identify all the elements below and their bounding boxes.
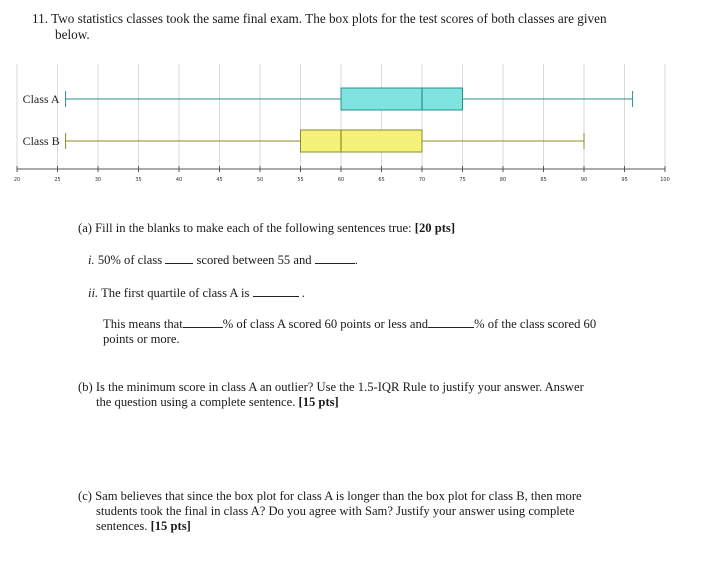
blank-first-quartile[interactable] <box>253 286 299 297</box>
box-plot-chart <box>0 60 718 190</box>
box <box>341 88 463 110</box>
series-label: Class B <box>22 134 60 148</box>
x-tick-label: 75 <box>459 177 466 183</box>
question-line-1: Two statistics classes took the same final exam. The box plots for the test scores of both classes are given <box>51 11 607 26</box>
question-number: 11. <box>32 11 48 26</box>
x-tick-label: 45 <box>216 177 223 183</box>
x-tick-label: 35 <box>135 177 142 183</box>
x-tick-label: 70 <box>418 177 426 183</box>
part-a-text: (a) Fill in the blanks to make each of the following sentences true: <box>78 221 412 235</box>
x-tick-label: 30 <box>94 177 102 183</box>
blank-score[interactable] <box>315 253 355 264</box>
x-tick-label: 100 <box>660 177 670 183</box>
item-i-label: i. <box>88 253 95 267</box>
part-c-line-1: (c) Sam believes that since the box plot for class A is longer than the box plot for class B, then more <box>78 489 582 503</box>
part-b-prompt <box>78 380 658 410</box>
x-tick-label: 80 <box>499 177 507 183</box>
question-line-2: below. <box>55 27 90 42</box>
part-c-line-3: sentences. <box>96 519 148 533</box>
series-label: Class A <box>22 92 60 106</box>
x-tick-label: 25 <box>54 177 61 183</box>
item-ii-text-2: . <box>301 286 305 300</box>
part-b-line-1: (b) Is the minimum score in class A an outlier? Use the 1.5-IQR Rule to justify your answer. Answer <box>78 380 584 394</box>
x-tick-label: 40 <box>175 177 183 183</box>
part-c-line-2: students took the final in class A? Do you agree with Sam? Justify your answer using complete <box>96 504 575 518</box>
item-i-text-2: scored between 55 and <box>196 253 312 267</box>
item-i-text-3: . <box>354 253 358 267</box>
part-a-item-i <box>88 253 358 268</box>
means-text-1: This means that <box>103 317 183 331</box>
part-b-line-2: the question using a complete sentence. <box>96 395 296 409</box>
x-tick-label: 60 <box>337 177 345 183</box>
part-c-points: [15 pts] <box>150 519 191 533</box>
means-text-4: points or more. <box>103 332 180 346</box>
means-text-3: % of the class scored 60 <box>474 317 597 331</box>
means-sentence <box>103 317 663 347</box>
x-tick-label: 95 <box>621 177 628 183</box>
part-b-points: [15 pts] <box>298 395 339 409</box>
blank-percent-below[interactable] <box>183 317 223 328</box>
x-tick-label: 65 <box>378 177 385 183</box>
item-ii-text-1: The first quartile of class A is <box>101 286 250 300</box>
x-tick-label: 85 <box>540 177 547 183</box>
part-c-prompt <box>78 489 648 534</box>
x-tick-label: 20 <box>13 177 21 183</box>
item-ii-label: ii. <box>88 286 99 300</box>
item-i-text-1: 50% of class <box>97 253 163 267</box>
part-a-points: [20 pts] <box>414 221 456 235</box>
question-title <box>32 11 672 43</box>
blank-class[interactable] <box>165 253 193 264</box>
blank-percent-above[interactable] <box>428 317 474 328</box>
x-tick-label: 50 <box>256 177 264 183</box>
means-text-2: % of class A scored 60 points or less and <box>222 317 429 331</box>
x-tick-label: 55 <box>297 177 304 183</box>
part-a-prompt <box>78 221 455 236</box>
box <box>301 130 423 152</box>
part-a-item-ii <box>88 286 305 301</box>
x-tick-label: 90 <box>580 177 588 183</box>
